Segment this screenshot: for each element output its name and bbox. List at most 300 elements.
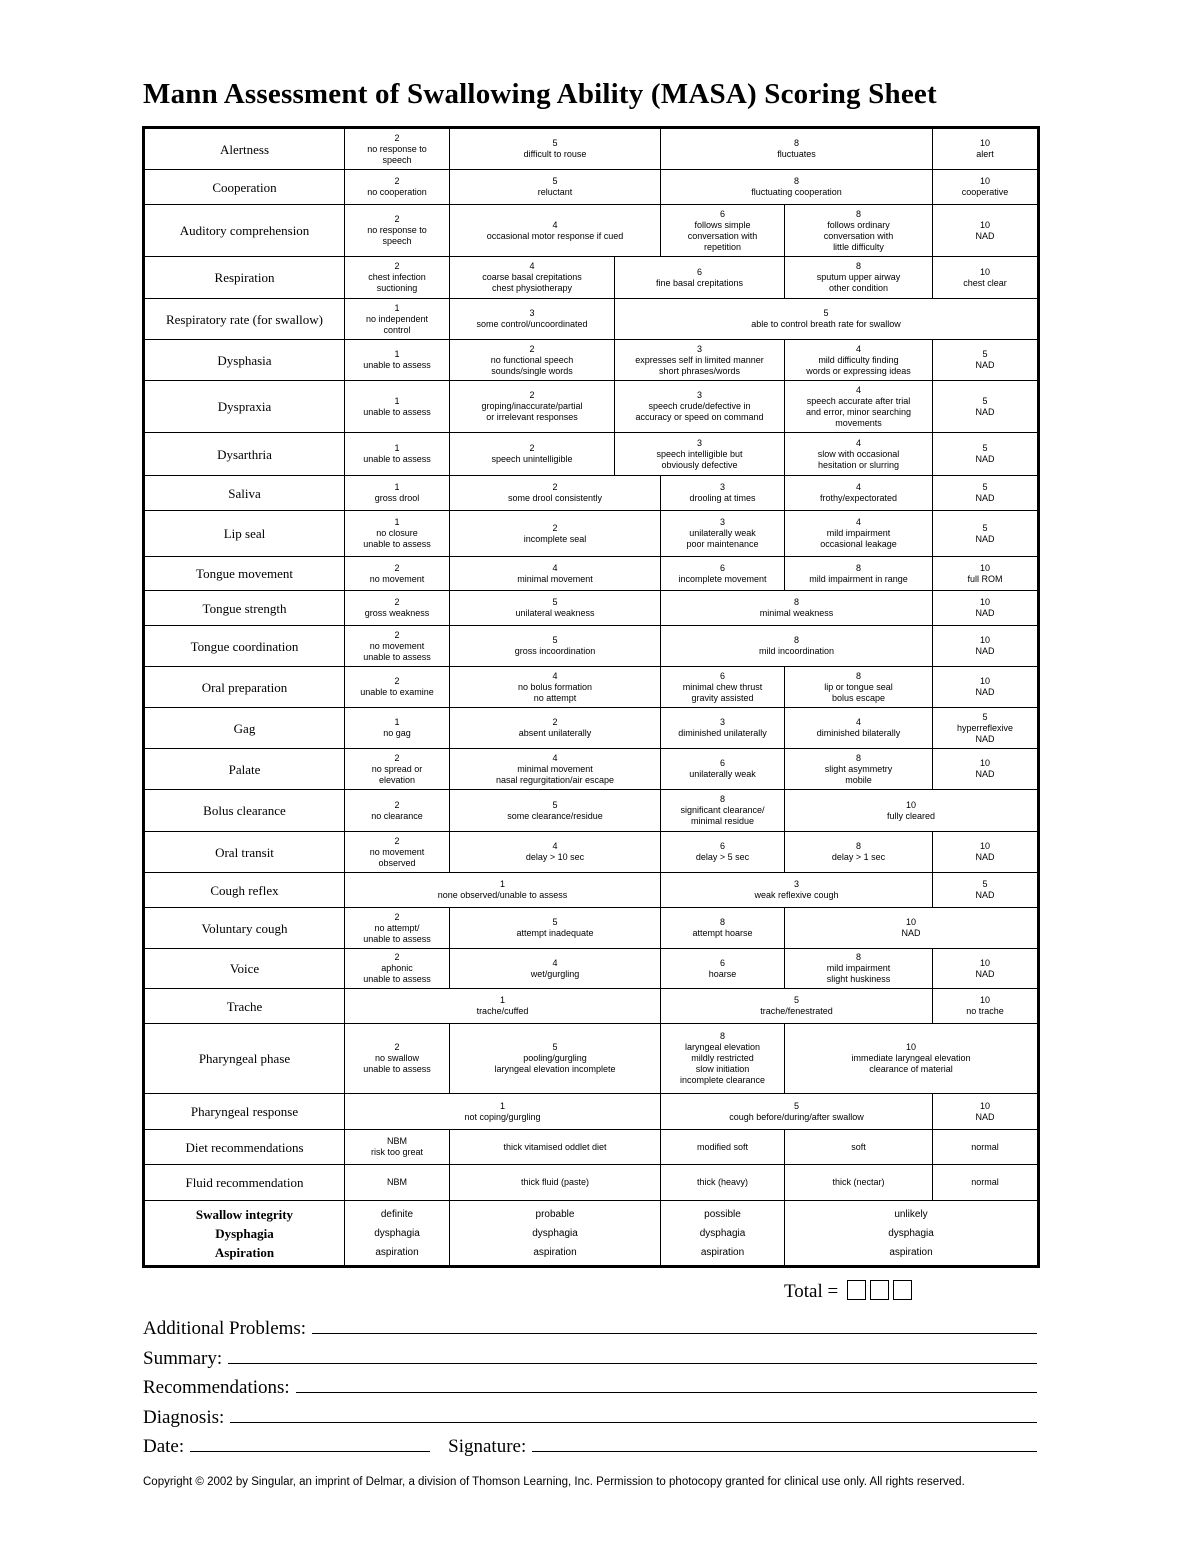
row-label-line: Aspiration	[214, 1244, 275, 1260]
signature-line[interactable]	[532, 1451, 1037, 1452]
score-row	[144, 511, 1039, 557]
score-option[interactable]	[661, 873, 933, 908]
option-line: 3	[719, 517, 725, 527]
score-option[interactable]	[450, 557, 661, 591]
option-line: 6	[696, 266, 702, 277]
additional-problems-line[interactable]	[312, 1332, 1037, 1334]
option-line: 8	[719, 794, 725, 804]
score-option[interactable]	[661, 1024, 785, 1094]
score-row	[144, 908, 1039, 949]
option-line: frothy/expectorated	[819, 493, 898, 503]
score-option[interactable]	[661, 1201, 785, 1267]
option-line: NAD	[975, 646, 995, 656]
score-option[interactable]	[345, 908, 450, 949]
score-option[interactable]	[785, 476, 933, 511]
option-line: unlikely	[894, 1208, 928, 1220]
option-line: 5	[552, 635, 558, 645]
score-option[interactable]	[661, 128, 933, 170]
row-label: Alertness	[144, 128, 345, 170]
date-line[interactable]	[190, 1451, 430, 1452]
summary-line[interactable]	[228, 1362, 1037, 1364]
score-option[interactable]	[661, 949, 785, 989]
option-line: hesitation or slurring	[817, 459, 900, 470]
score-option[interactable]	[450, 433, 615, 476]
option-line: 2	[552, 522, 558, 533]
score-option[interactable]	[345, 170, 450, 205]
score-option[interactable]	[450, 949, 661, 989]
score-option[interactable]	[661, 667, 785, 708]
option-line: unable to assess	[363, 1064, 431, 1074]
score-option[interactable]	[345, 1094, 661, 1130]
score-option[interactable]	[345, 257, 450, 299]
score-option[interactable]	[785, 1130, 933, 1165]
option-line: 2	[394, 911, 400, 922]
option-line: 2	[394, 676, 400, 686]
option-line: diminished unilaterally	[678, 728, 767, 738]
score-option[interactable]	[345, 299, 450, 340]
option-line: 8	[855, 670, 861, 681]
score-option[interactable]	[785, 832, 933, 873]
score-option[interactable]	[785, 908, 1039, 949]
score-option[interactable]	[345, 1024, 450, 1094]
scoring-table	[142, 126, 1040, 1268]
option-line: no spread or	[371, 763, 423, 774]
option-line: 10	[979, 266, 990, 277]
score-option[interactable]	[450, 381, 615, 433]
score-option[interactable]	[933, 949, 1039, 989]
option-line: accuracy or speed on command	[635, 412, 764, 422]
option-line: lip or tongue seal	[824, 681, 893, 692]
score-option[interactable]	[450, 257, 615, 299]
option-line: or irrelevant responses	[486, 412, 578, 422]
option-line: 3	[529, 308, 535, 318]
option-line: 10	[905, 917, 916, 927]
option-line: 2	[394, 597, 400, 607]
score-option[interactable]	[785, 1165, 933, 1201]
option-line: NAD	[975, 493, 995, 503]
score-option[interactable]	[933, 128, 1039, 170]
option-line: gross incoordination	[514, 646, 596, 656]
row-label: Tongue movement	[144, 557, 345, 591]
score-option[interactable]	[661, 832, 785, 873]
option-line: thick vitamised oddlet diet	[503, 1141, 607, 1152]
score-option[interactable]	[450, 299, 615, 340]
score-option[interactable]	[933, 381, 1039, 433]
score-row	[144, 591, 1039, 626]
option-line: dysphagia	[532, 1227, 578, 1239]
score-option[interactable]	[450, 476, 661, 511]
score-option[interactable]	[345, 557, 450, 591]
score-option[interactable]	[933, 433, 1039, 476]
row-label: Oral transit	[144, 832, 345, 873]
option-line: 8	[855, 952, 861, 962]
score-option[interactable]	[785, 433, 933, 476]
score-option[interactable]	[785, 340, 933, 381]
option-line: nasal regurgitation/air escape	[495, 774, 615, 785]
option-line: conversation with	[823, 230, 894, 241]
option-line: 4	[552, 841, 558, 851]
score-option[interactable]	[345, 989, 661, 1024]
score-row	[144, 667, 1039, 708]
option-line: NAD	[975, 968, 995, 979]
score-option[interactable]	[785, 381, 933, 433]
score-option[interactable]	[345, 340, 450, 381]
score-option[interactable]	[450, 667, 661, 708]
score-option[interactable]	[933, 989, 1039, 1024]
option-line: laryngeal elevation incomplete	[494, 1064, 616, 1074]
option-line: 10	[979, 635, 990, 645]
option-line: chest clear	[963, 277, 1007, 288]
additional-problems-label: Additional Problems:	[143, 1318, 307, 1339]
score-option[interactable]	[345, 381, 450, 433]
option-line: 10	[979, 176, 990, 186]
score-option[interactable]	[450, 749, 661, 790]
option-line: not coping/gurgling	[464, 1111, 541, 1122]
row-label	[144, 1201, 345, 1267]
score-option[interactable]	[933, 873, 1039, 908]
diagnosis-line[interactable]	[230, 1421, 1037, 1423]
option-line: 5	[982, 522, 988, 533]
score-option[interactable]	[933, 1094, 1039, 1130]
score-option[interactable]	[785, 205, 933, 257]
option-line: minimal weakness	[759, 608, 834, 618]
option-line: mild difficulty finding	[818, 354, 899, 365]
option-line: 2	[394, 752, 400, 763]
option-line: unable to assess	[363, 454, 431, 464]
option-line: expresses self in limited manner	[635, 354, 764, 365]
score-option[interactable]	[345, 873, 661, 908]
score-option[interactable]	[345, 1201, 450, 1267]
option-line: NAD	[975, 533, 995, 544]
option-line: 10	[979, 219, 990, 230]
option-line: none observed/unable to assess	[437, 890, 568, 900]
recommendations-line[interactable]	[296, 1391, 1037, 1393]
option-line: speech	[382, 236, 412, 246]
option-line: 5	[793, 995, 799, 1005]
option-line: gross weakness	[364, 608, 430, 618]
option-line: cough before/during/after swallow	[729, 1111, 864, 1122]
option-line: probable	[535, 1208, 575, 1220]
score-option[interactable]	[933, 1165, 1039, 1201]
date-label: Date:	[143, 1436, 185, 1457]
swallow-integrity-row	[144, 1201, 1039, 1267]
row-label: Pharyngeal phase	[144, 1024, 345, 1094]
option-line: 2	[394, 176, 400, 186]
option-line: 10	[979, 138, 990, 148]
option-line: hoarse	[708, 968, 737, 979]
row-label: Voice	[144, 949, 345, 989]
score-option[interactable]	[345, 790, 450, 832]
score-option[interactable]	[933, 557, 1039, 591]
score-option[interactable]	[661, 476, 785, 511]
option-line: unilaterally weak	[689, 528, 756, 538]
score-option[interactable]	[450, 170, 661, 205]
option-line: mild impairment	[826, 963, 891, 973]
score-option[interactable]	[345, 433, 450, 476]
score-option[interactable]	[450, 1201, 661, 1267]
score-option[interactable]	[345, 749, 450, 790]
option-line: no attempt/	[374, 922, 420, 933]
option-line: speech accurate after trial	[806, 395, 911, 406]
option-line: 5	[982, 711, 988, 722]
option-line: 8	[855, 261, 861, 271]
score-option[interactable]	[661, 170, 933, 205]
option-line: modified soft	[696, 1141, 749, 1152]
row-label: Dyspraxia	[144, 381, 345, 433]
option-line: 2	[394, 562, 400, 573]
option-line: no clearance	[371, 810, 423, 821]
option-line: 5	[552, 1042, 558, 1052]
score-option[interactable]	[785, 667, 933, 708]
score-option[interactable]	[450, 626, 661, 667]
score-option[interactable]	[345, 832, 450, 873]
diagnosis-label: Diagnosis:	[143, 1407, 225, 1428]
option-line: movements	[835, 417, 882, 428]
score-option[interactable]	[615, 340, 785, 381]
option-line: 1	[499, 995, 505, 1005]
score-option[interactable]	[450, 708, 661, 749]
score-option[interactable]	[345, 128, 450, 170]
option-line: 8	[793, 138, 799, 148]
option-line: unable to assess	[363, 406, 431, 417]
option-line: 10	[979, 597, 990, 607]
score-row	[144, 989, 1039, 1024]
score-option[interactable]	[450, 1130, 661, 1165]
score-option[interactable]	[661, 205, 785, 257]
score-option[interactable]	[615, 299, 1039, 340]
option-line: wet/gurgling	[530, 968, 580, 979]
score-option[interactable]	[785, 708, 933, 749]
score-option[interactable]	[785, 749, 933, 790]
total-digit-box[interactable]	[870, 1280, 889, 1300]
total-digit-box[interactable]	[893, 1280, 912, 1300]
score-option[interactable]	[661, 1094, 933, 1130]
score-option[interactable]	[615, 381, 785, 433]
option-line: delay > 10 sec	[525, 852, 585, 862]
option-line: slight asymmetry	[824, 763, 893, 774]
option-line: minimal movement	[517, 763, 593, 774]
option-line: delay > 5 sec	[695, 852, 750, 862]
score-option[interactable]	[661, 591, 933, 626]
option-line: dysphagia	[888, 1227, 934, 1239]
score-option[interactable]	[450, 205, 661, 257]
option-line: observed	[378, 857, 416, 868]
score-option[interactable]	[933, 340, 1039, 381]
row-label: Tongue strength	[144, 591, 345, 626]
score-option[interactable]	[345, 476, 450, 511]
option-line: 5	[552, 138, 558, 148]
option-line: 4	[855, 384, 861, 395]
score-option[interactable]	[933, 257, 1039, 299]
row-label: Auditory comprehension	[144, 205, 345, 257]
score-option[interactable]	[615, 433, 785, 476]
score-option[interactable]	[450, 340, 615, 381]
option-line: 6	[719, 758, 725, 768]
option-line: mild impairment in range	[809, 573, 908, 584]
option-line: 4	[552, 219, 558, 230]
score-option[interactable]	[933, 170, 1039, 205]
option-line: definite	[380, 1208, 414, 1220]
option-line: risk too great	[370, 1147, 424, 1157]
total-score	[784, 1280, 912, 1303]
score-option[interactable]	[785, 1201, 1039, 1267]
score-option[interactable]	[345, 591, 450, 626]
score-option[interactable]	[345, 1165, 450, 1201]
score-option[interactable]	[785, 557, 933, 591]
option-line: 8	[855, 841, 861, 851]
score-row	[144, 257, 1039, 299]
score-option[interactable]	[345, 708, 450, 749]
option-line: 4	[552, 957, 558, 968]
score-option[interactable]	[785, 790, 1039, 832]
option-line: 4	[552, 752, 558, 763]
score-option[interactable]	[785, 1024, 1039, 1094]
option-line: laryngeal elevation	[684, 1042, 761, 1052]
option-line: 8	[719, 1031, 725, 1041]
option-line: minimal movement	[517, 573, 593, 584]
option-line: 1	[394, 302, 400, 313]
option-line: NAD	[975, 687, 995, 697]
option-line: 3	[719, 717, 725, 727]
score-option[interactable]	[785, 257, 933, 299]
row-label: Tongue coordination	[144, 626, 345, 667]
option-line: fluctuates	[777, 149, 816, 159]
option-line: 5	[552, 597, 558, 607]
row-label: Respiration	[144, 257, 345, 299]
score-option[interactable]	[615, 257, 785, 299]
score-option[interactable]	[450, 790, 661, 832]
score-row	[144, 1094, 1039, 1130]
option-line: 5	[982, 395, 988, 406]
row-label: Cooperation	[144, 170, 345, 205]
score-option[interactable]	[933, 476, 1039, 511]
option-line: fully cleared	[886, 810, 936, 821]
score-option[interactable]	[933, 1130, 1039, 1165]
score-option[interactable]	[450, 1165, 661, 1201]
option-line: hyperreflexive	[956, 722, 1014, 733]
option-line: dysphagia	[374, 1227, 420, 1239]
score-option[interactable]	[450, 591, 661, 626]
score-option[interactable]	[661, 511, 785, 557]
score-option[interactable]	[933, 205, 1039, 257]
score-option[interactable]	[345, 511, 450, 557]
score-option[interactable]	[450, 1024, 661, 1094]
score-option[interactable]	[661, 1165, 785, 1201]
option-line: speech	[382, 154, 412, 165]
score-row	[144, 557, 1039, 591]
option-line: sputum upper airway	[816, 272, 901, 282]
option-line: NAD	[975, 1111, 995, 1122]
row-label: Gag	[144, 708, 345, 749]
row-label: Bolus clearance	[144, 790, 345, 832]
option-line: no response to	[367, 143, 427, 154]
total-digit-box[interactable]	[847, 1280, 866, 1300]
score-option[interactable]	[933, 667, 1039, 708]
score-option[interactable]	[933, 749, 1039, 790]
option-line: incomplete seal	[523, 533, 587, 544]
row-label: Palate	[144, 749, 345, 790]
option-line: occasional leakage	[820, 539, 897, 549]
option-line: no functional speech	[490, 354, 574, 365]
option-line: dysphagia	[699, 1227, 746, 1239]
option-line: fine basal crepitations	[655, 277, 744, 288]
score-option[interactable]	[933, 832, 1039, 873]
score-option[interactable]	[933, 708, 1039, 749]
score-option[interactable]	[345, 205, 450, 257]
score-row	[144, 381, 1039, 433]
score-option[interactable]	[661, 989, 933, 1024]
option-line: 5	[982, 349, 988, 359]
summary-label: Summary:	[143, 1348, 223, 1369]
score-option[interactable]	[450, 511, 661, 557]
option-line: pooling/gurgling	[523, 1053, 587, 1063]
option-line: 6	[719, 841, 725, 851]
score-option[interactable]	[661, 749, 785, 790]
option-line: chest infection	[368, 272, 426, 282]
option-line: trache/cuffed	[476, 1006, 529, 1016]
row-label: Cough reflex	[144, 873, 345, 908]
option-line: normal	[971, 1141, 999, 1152]
option-line: NAD	[975, 360, 995, 370]
option-line: 10	[979, 995, 990, 1005]
option-line: unable to assess	[363, 539, 431, 549]
score-option[interactable]	[661, 908, 785, 949]
score-option[interactable]	[661, 626, 933, 667]
option-line: some clearance/residue	[507, 810, 603, 821]
score-option[interactable]	[661, 708, 785, 749]
score-row	[144, 299, 1039, 340]
option-line: 5	[823, 308, 829, 318]
score-option[interactable]	[450, 908, 661, 949]
score-option[interactable]	[933, 591, 1039, 626]
option-line: 4	[529, 261, 535, 271]
option-line: 6	[719, 957, 725, 968]
score-option[interactable]	[450, 832, 661, 873]
option-line: unable to examine	[360, 687, 434, 697]
option-line: 4	[855, 482, 861, 492]
option-line: no closure	[376, 528, 418, 538]
option-line: 2	[394, 214, 400, 224]
score-option[interactable]	[661, 790, 785, 832]
option-line: speech unintelligible	[491, 454, 573, 464]
option-line: aspiration	[700, 1246, 745, 1258]
row-label: Dysarthria	[144, 433, 345, 476]
option-line: speech crude/defective in	[648, 401, 751, 411]
score-option[interactable]	[933, 626, 1039, 667]
score-option[interactable]	[661, 1130, 785, 1165]
option-line: 10	[979, 758, 990, 768]
option-line: 8	[793, 597, 799, 607]
option-line: aspiration	[533, 1246, 577, 1258]
option-line: no movement	[369, 846, 425, 857]
score-option[interactable]	[785, 511, 933, 557]
option-line: 5	[793, 1100, 799, 1111]
option-line: unilateral weakness	[515, 608, 595, 618]
score-option[interactable]	[345, 1130, 450, 1165]
option-line: 3	[696, 390, 702, 400]
score-option[interactable]	[345, 949, 450, 989]
score-row	[144, 205, 1039, 257]
score-option[interactable]	[450, 128, 661, 170]
score-option[interactable]	[345, 667, 450, 708]
score-option[interactable]	[785, 949, 933, 989]
score-option[interactable]	[661, 557, 785, 591]
option-line: reluctant	[537, 187, 573, 197]
option-line: 2	[394, 799, 400, 810]
score-option[interactable]	[345, 626, 450, 667]
score-option[interactable]	[933, 511, 1039, 557]
option-line: gravity assisted	[691, 692, 754, 703]
